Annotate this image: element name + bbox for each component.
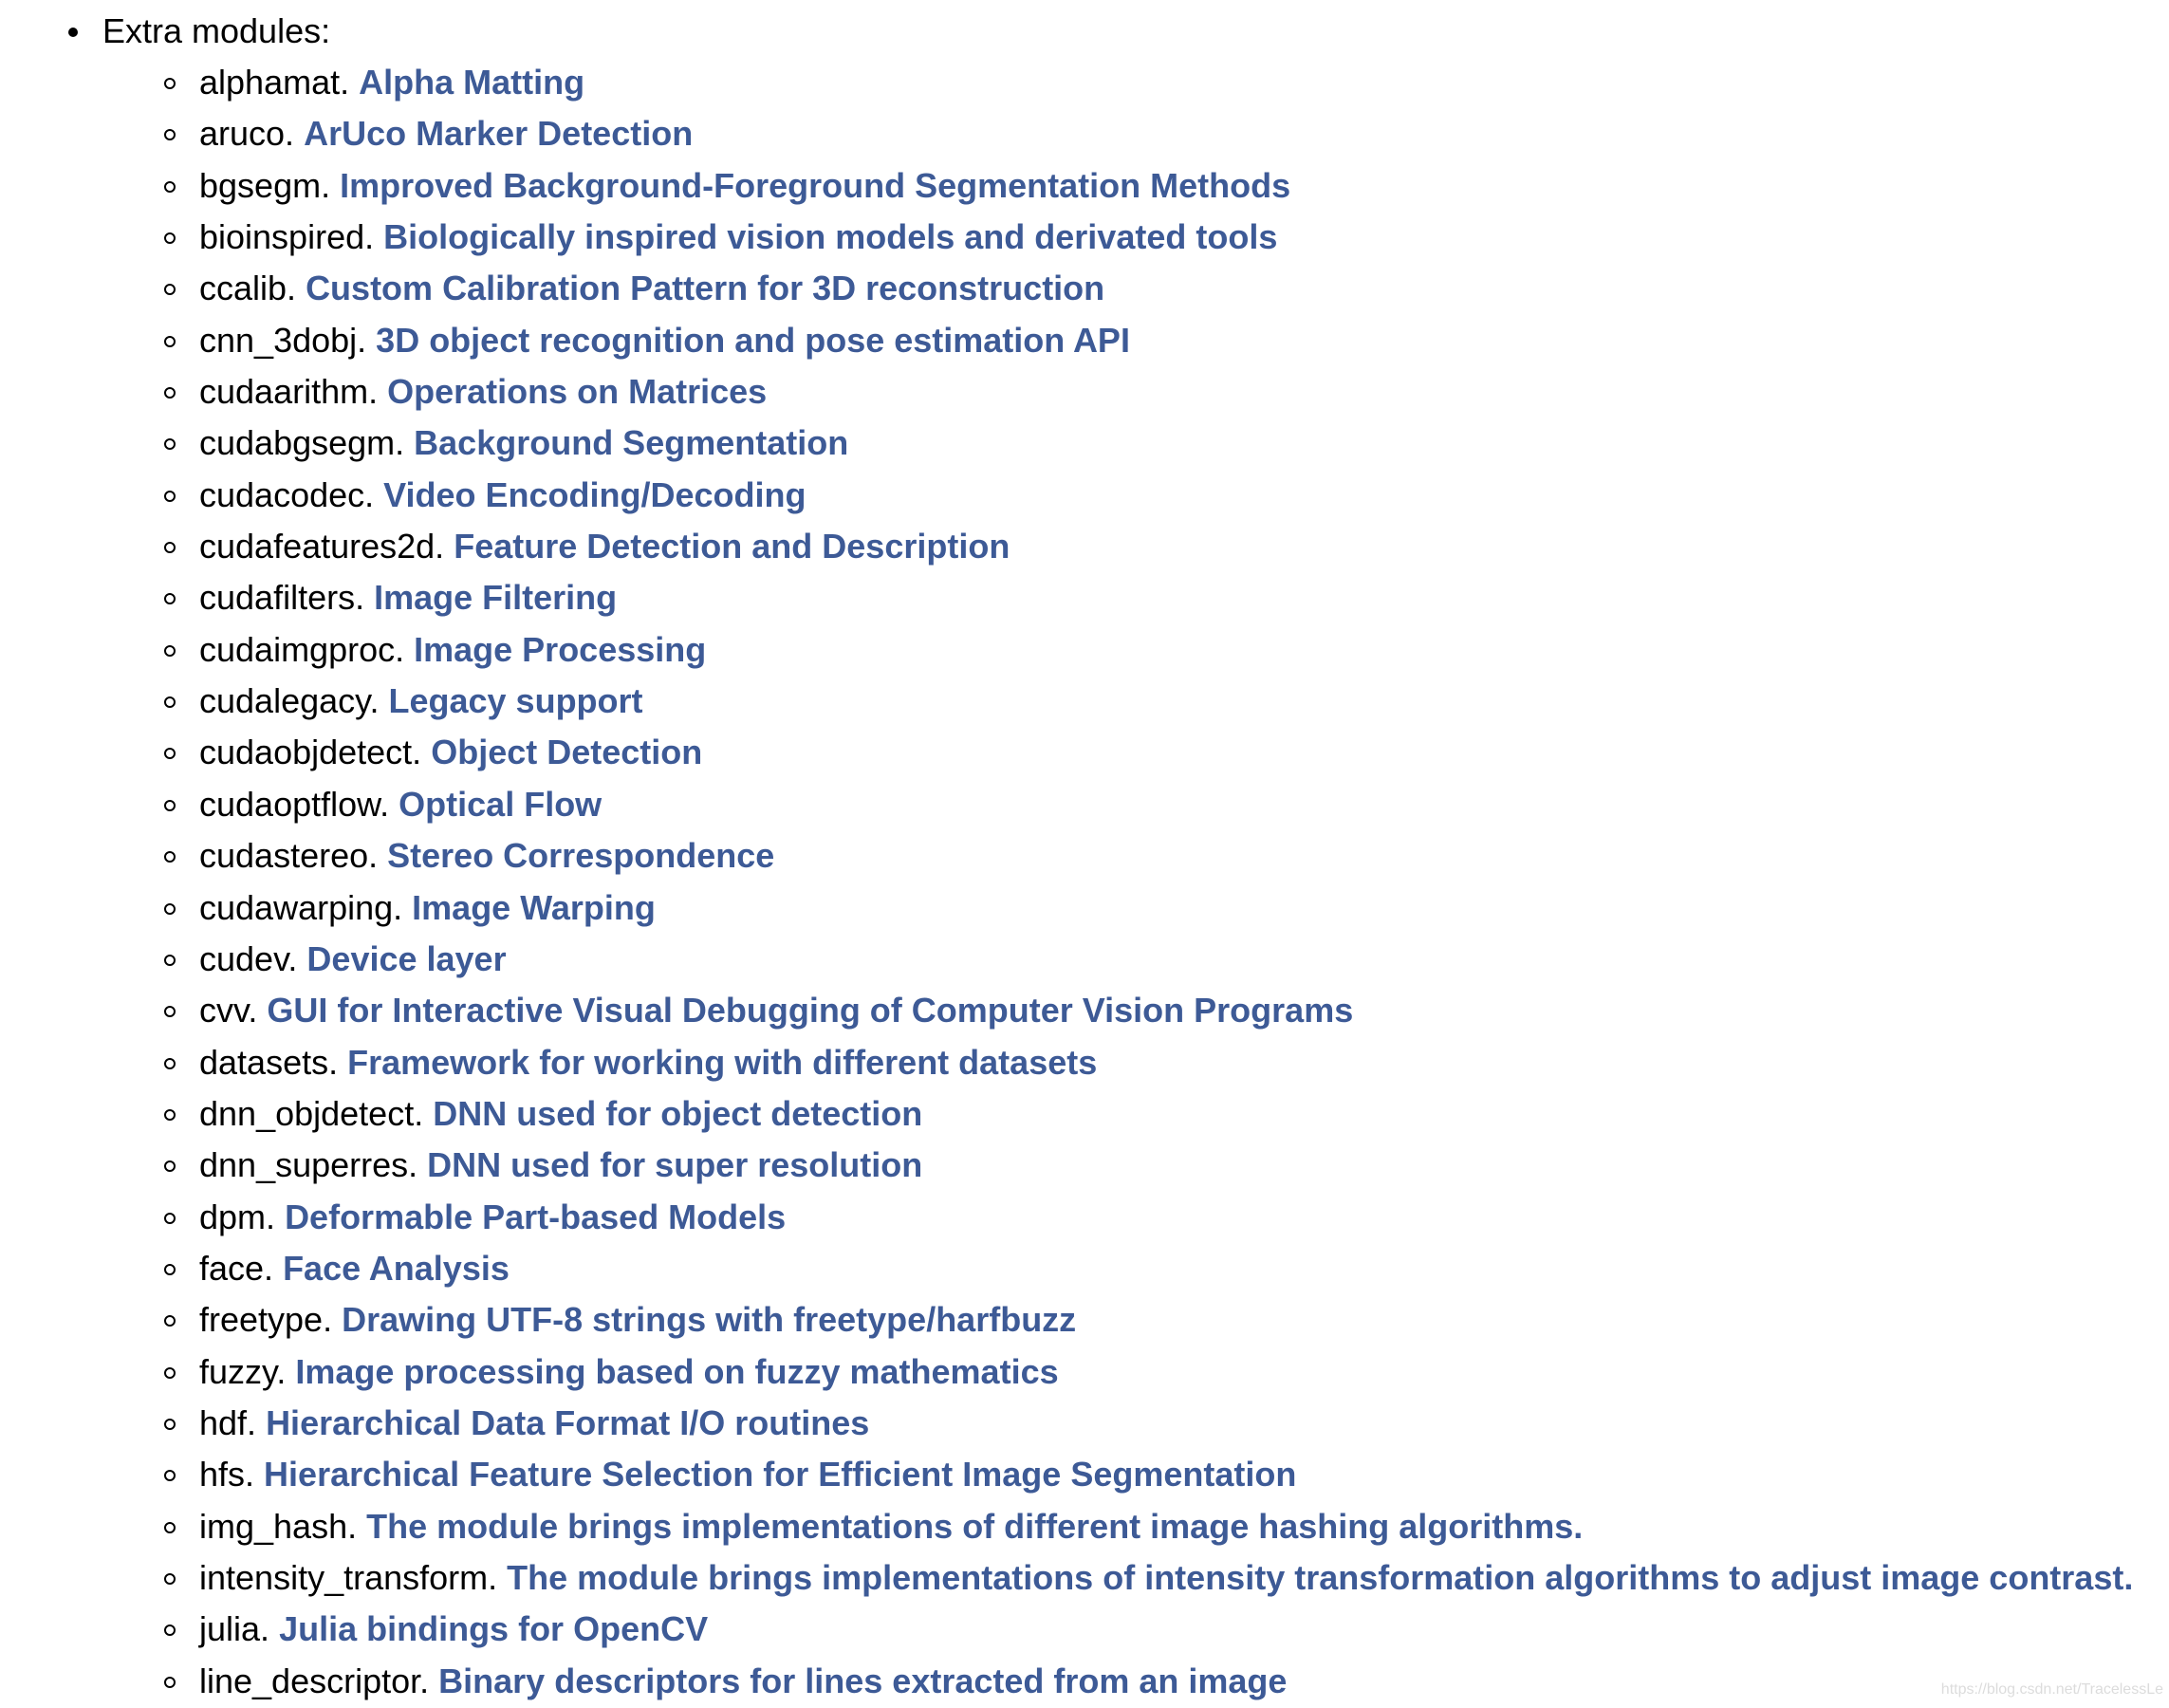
module-name: cudabgsegm. — [199, 423, 405, 463]
hollow-bullet-icon — [164, 1109, 176, 1121]
hollow-bullet-icon — [164, 851, 176, 863]
module-list-item — [164, 212, 2133, 263]
hollow-bullet-icon — [164, 438, 176, 450]
hollow-bullet-icon — [164, 1315, 176, 1327]
module-list-item — [164, 366, 2133, 418]
module-link[interactable]: Hierarchical Feature Selection for Efficient Image Segmentation — [264, 1455, 1297, 1494]
module-link[interactable]: Optical Flow — [399, 784, 602, 824]
module-link[interactable]: Device layer — [306, 938, 507, 978]
module-list-item — [164, 1243, 2133, 1294]
module-list — [164, 57, 2133, 1707]
hollow-bullet-icon — [164, 1006, 176, 1017]
module-list-item — [164, 1088, 2133, 1140]
module-name: cudastereo. — [199, 836, 379, 876]
module-link[interactable]: Framework for working with different datasets — [347, 1042, 1098, 1082]
module-link[interactable]: Image Processing — [414, 629, 707, 669]
module-list-item — [164, 1192, 2133, 1243]
module-link[interactable]: Image processing based on fuzzy mathematics — [295, 1351, 1059, 1391]
hollow-bullet-icon — [164, 78, 176, 89]
module-name: bioinspired. — [199, 217, 375, 257]
hollow-bullet-icon — [164, 181, 176, 193]
top-level-list — [68, 6, 2133, 1707]
module-list-item — [164, 985, 2133, 1036]
module-list-item — [164, 934, 2133, 985]
extra-modules-item — [68, 6, 2133, 1707]
hollow-bullet-icon — [164, 1522, 176, 1533]
hollow-bullet-icon — [164, 1264, 176, 1275]
module-link[interactable]: Deformable Part-based Models — [285, 1197, 787, 1236]
module-list-item — [164, 1501, 2133, 1552]
section-title: Extra modules: — [102, 11, 331, 50]
hollow-bullet-icon — [164, 645, 176, 657]
hollow-bullet-icon — [164, 1419, 176, 1430]
module-list-item — [164, 263, 2133, 314]
module-list-item — [164, 830, 2133, 882]
hollow-bullet-icon — [164, 232, 176, 244]
hollow-bullet-icon — [164, 1160, 176, 1172]
module-name: julia. — [199, 1609, 270, 1649]
module-name: cudafeatures2d. — [199, 527, 445, 566]
module-list-item — [164, 1552, 2133, 1604]
module-list-item — [164, 882, 2133, 934]
hollow-bullet-icon — [164, 748, 176, 759]
module-link[interactable]: Object Detection — [431, 733, 703, 772]
hollow-bullet-icon — [164, 387, 176, 399]
module-name: cudev. — [199, 938, 298, 978]
hollow-bullet-icon — [164, 1677, 176, 1688]
module-link[interactable]: The module brings implementations of intensity transformation algorithms to adjust image contrast. — [507, 1557, 2134, 1597]
module-link[interactable]: Hierarchical Data Format I/O routines — [266, 1402, 870, 1442]
module-link[interactable]: Operations on Matrices — [387, 372, 768, 412]
module-list-item — [164, 108, 2133, 159]
module-name: cvv. — [199, 991, 258, 1030]
hollow-bullet-icon — [164, 1058, 176, 1069]
hollow-bullet-icon — [164, 1213, 176, 1224]
module-list-item — [164, 1037, 2133, 1088]
hollow-bullet-icon — [164, 129, 176, 140]
module-list-item — [164, 1449, 2133, 1500]
module-name: cudaoptflow. — [199, 784, 390, 824]
module-list-item — [164, 315, 2133, 366]
hollow-bullet-icon — [164, 542, 176, 553]
module-link[interactable]: Face Analysis — [283, 1248, 510, 1288]
module-link[interactable]: ArUco Marker Detection — [304, 114, 694, 154]
module-list-item — [164, 1604, 2133, 1655]
module-name: hfs. — [199, 1455, 255, 1494]
module-link[interactable]: DNN used for object detection — [433, 1093, 923, 1133]
module-link[interactable]: Drawing UTF-8 strings with freetype/harfbuzz — [342, 1300, 1077, 1340]
module-list-item — [164, 676, 2133, 727]
module-link[interactable]: Video Encoding/Decoding — [383, 474, 806, 514]
module-list-item — [164, 1398, 2133, 1449]
module-name: cudaarithm. — [199, 372, 379, 412]
module-name: cudaobjdetect. — [199, 733, 422, 772]
module-name: ccalib. — [199, 269, 297, 308]
module-name: cudafilters. — [199, 578, 365, 618]
module-link[interactable]: Alpha Matting — [359, 63, 585, 102]
module-name: intensity_transform. — [199, 1557, 498, 1597]
module-name: img_hash. — [199, 1506, 358, 1546]
hollow-bullet-icon — [164, 1573, 176, 1585]
module-list-item — [164, 57, 2133, 108]
hollow-bullet-icon — [164, 336, 176, 347]
module-list-item — [164, 572, 2133, 623]
module-name: datasets. — [199, 1042, 339, 1082]
module-list-item — [164, 160, 2133, 212]
module-name: aruco. — [199, 114, 295, 154]
module-list-item — [164, 1140, 2133, 1191]
module-name: fuzzy. — [199, 1351, 287, 1391]
watermark: https://blog.csdn.net/TracelessLe — [1940, 1681, 2163, 1698]
module-link[interactable]: Custom Calibration Pattern for 3D reconstruction — [306, 269, 1105, 308]
hollow-bullet-icon — [164, 903, 176, 915]
module-list-item — [164, 727, 2133, 778]
module-name: bgsegm. — [199, 165, 331, 205]
module-list-item — [164, 418, 2133, 469]
module-link[interactable]: DNN used for super resolution — [427, 1145, 923, 1185]
module-name: dpm. — [199, 1197, 276, 1236]
module-list-item — [164, 521, 2133, 572]
module-name: cudawarping. — [199, 887, 403, 927]
module-list-item — [164, 470, 2133, 521]
module-name: dnn_objdetect. — [199, 1093, 424, 1133]
module-list-item — [164, 1294, 2133, 1346]
module-link[interactable]: Stereo Correspondence — [387, 836, 775, 876]
module-name: cudalegacy. — [199, 681, 380, 721]
hollow-bullet-icon — [164, 1470, 176, 1481]
hollow-bullet-icon — [164, 1367, 176, 1379]
module-name: cudacodec. — [199, 474, 375, 514]
module-link[interactable]: Background Segmentation — [414, 423, 849, 463]
filled-bullet-icon — [68, 28, 78, 37]
module-name: hdf. — [199, 1402, 257, 1442]
hollow-bullet-icon — [164, 955, 176, 966]
module-list-item — [164, 779, 2133, 830]
module-list-item — [164, 624, 2133, 676]
module-name: cudaimgproc. — [199, 629, 405, 669]
module-name: cnn_3dobj. — [199, 320, 367, 360]
module-link[interactable]: Julia bindings for OpenCV — [279, 1609, 709, 1649]
module-list-item — [164, 1656, 2133, 1707]
module-link[interactable]: Improved Background-Foreground Segmentation Methods — [340, 165, 1291, 205]
module-link[interactable]: Legacy support — [388, 681, 643, 721]
module-link[interactable]: The module brings implementations of different image hashing algorithms. — [366, 1506, 1584, 1546]
module-name: face. — [199, 1248, 274, 1288]
hollow-bullet-icon — [164, 1624, 176, 1636]
module-list-item — [164, 1346, 2133, 1398]
module-link[interactable]: GUI for Interactive Visual Debugging of Computer Vision Programs — [267, 991, 1354, 1030]
module-link[interactable]: Feature Detection and Description — [454, 527, 1010, 566]
module-link[interactable]: 3D object recognition and pose estimation API — [376, 320, 1130, 360]
hollow-bullet-icon — [164, 696, 176, 708]
module-name: alphamat. — [199, 63, 350, 102]
module-link[interactable]: Biologically inspired vision models and derivated tools — [383, 217, 1278, 257]
hollow-bullet-icon — [164, 800, 176, 811]
module-link[interactable]: Binary descriptors for lines extracted from an image — [438, 1661, 1288, 1700]
module-name: freetype. — [199, 1300, 333, 1340]
hollow-bullet-icon — [164, 284, 176, 295]
module-name: line_descriptor. — [199, 1661, 430, 1700]
hollow-bullet-icon — [164, 491, 176, 502]
module-link[interactable]: Image Filtering — [374, 578, 618, 618]
module-link[interactable]: Image Warping — [412, 887, 656, 927]
hollow-bullet-icon — [164, 593, 176, 604]
module-name: dnn_superres. — [199, 1145, 418, 1185]
